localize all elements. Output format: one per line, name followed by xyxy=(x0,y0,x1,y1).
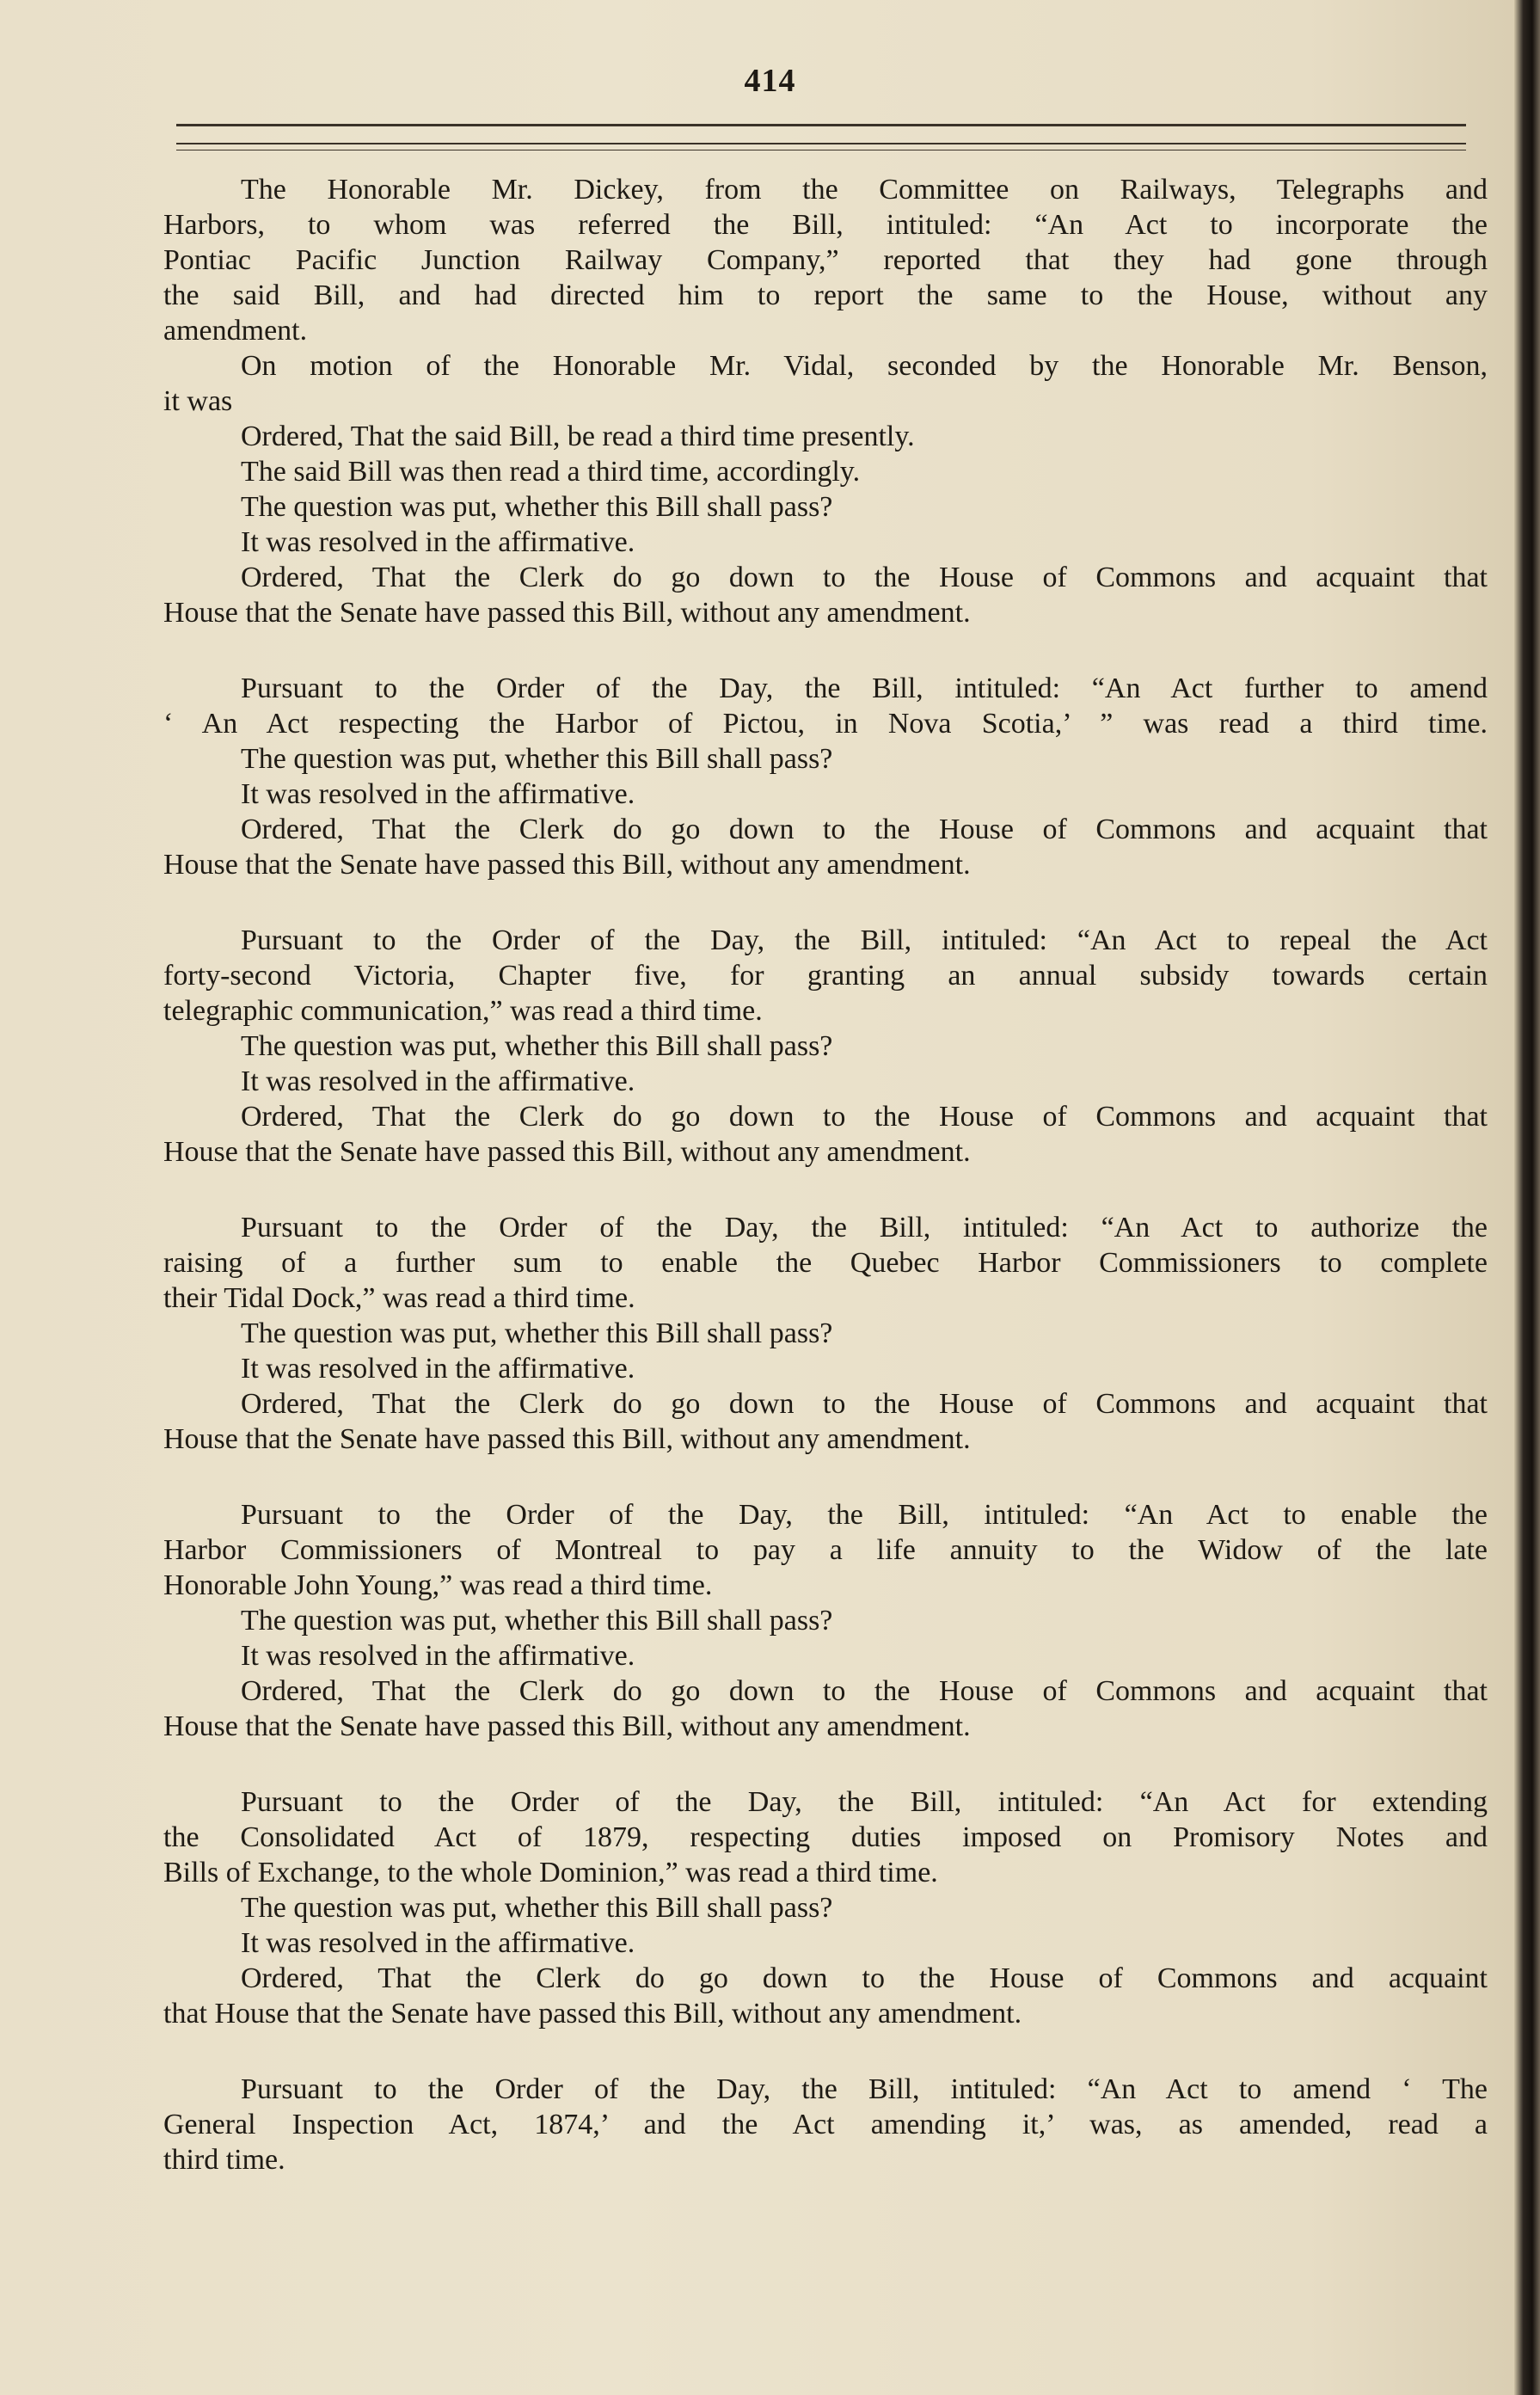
text-line: The question was put, whether this Bill shall pass? xyxy=(241,743,833,775)
text-line: telegraphic communication,” was read a third time. xyxy=(163,995,763,1027)
text-line: Pursuant to the Order of the Day, the Bill, intituled: “An Act to repeal the Act xyxy=(241,924,1488,956)
entry-paragraph xyxy=(163,1210,1488,1457)
entry-paragraph xyxy=(163,1784,1488,2031)
text-line: Pursuant to the Order of the Day, the Bill, intituled: “An Act for extending xyxy=(241,1786,1488,1818)
text-line: It was resolved in the affirmative. xyxy=(241,1065,635,1097)
text-line: Ordered, That the Clerk do go down to the House of Commons and acquaint that xyxy=(241,814,1488,845)
text-line: House that the Senate have passed this Bill, without any amendment. xyxy=(163,1710,971,1742)
text-line: Ordered, That the said Bill, be read a third time presently. xyxy=(241,421,915,452)
text-line: the Consolidated Act of 1879, respecting duties imposed on Promisory Notes and xyxy=(163,1821,1488,1853)
text-line: House that the Senate have passed this Bill, without any amendment. xyxy=(163,1136,971,1168)
text-line: The said Bill was then read a third time, accordingly. xyxy=(241,456,861,488)
text-line: House that the Senate have passed this Bill, without any amendment. xyxy=(163,849,971,881)
text-line: General Inspection Act, 1874,’ and the Act amending it,’ was, as amended, read a xyxy=(163,2109,1488,2140)
text-line: that House that the Senate have passed this Bill, without any amendment. xyxy=(163,1998,1022,2030)
header-rule xyxy=(176,143,1466,144)
text-line: Pursuant to the Order of the Day, the Bill, intituled: “An Act further to amend xyxy=(241,672,1488,704)
text-line: the said Bill, and had directed him to report the same to the House, without any xyxy=(163,279,1488,311)
text-line: The question was put, whether this Bill shall pass? xyxy=(241,1317,833,1349)
text-line: ‘ An Act respecting the Harbor of Pictou, in Nova Scotia,’ ” was read a third time. xyxy=(163,708,1488,740)
text-line: Pursuant to the Order of the Day, the Bill, intituled: “An Act to authorize the xyxy=(241,1212,1488,1244)
text-line: it was xyxy=(163,385,233,417)
text-line: Harbors, to whom was referred the Bill, intituled: “An Act to incorporate the xyxy=(163,209,1488,241)
text-line: raising of a further sum to enable the Quebec Harbor Commissioners to complete xyxy=(163,1247,1488,1279)
text-line: It was resolved in the affirmative. xyxy=(241,778,635,810)
text-line: It was resolved in the affirmative. xyxy=(241,1927,635,1959)
page-number: 414 xyxy=(744,63,796,99)
text-line: Ordered, That the Clerk do go down to the House of Commons and acquaint that xyxy=(241,1675,1488,1707)
text-line: House that the Senate have passed this Bill, without any amendment. xyxy=(163,1423,971,1455)
text-line: Bills of Exchange, to the whole Dominion,” was read a third time. xyxy=(163,1857,938,1888)
entry-paragraph xyxy=(163,1497,1488,1744)
text-line: forty-second Victoria, Chapter five, for granting an annual subsidy towards certain xyxy=(163,960,1488,992)
text-line: The question was put, whether this Bill shall pass? xyxy=(241,1605,833,1637)
text-line: Ordered, That the Clerk do go down to the House of Commons and acquaint that xyxy=(241,1101,1488,1133)
text-line: Pontiac Pacific Junction Railway Company,” reported that they had gone through xyxy=(163,244,1488,276)
text-line: The Honorable Mr. Dickey, from the Committee on Railways, Telegraphs and xyxy=(241,174,1488,206)
text-line: The question was put, whether this Bill shall pass? xyxy=(241,1030,833,1062)
text-line: amendment. xyxy=(163,315,308,347)
text-line: It was resolved in the affirmative. xyxy=(241,1640,635,1672)
text-line: It was resolved in the affirmative. xyxy=(241,1353,635,1385)
entry-paragraph xyxy=(163,2072,1488,2177)
text-line: third time. xyxy=(163,2144,285,2176)
text-line: Ordered, That the Clerk do go down to the House of Commons and acquaint that xyxy=(241,562,1488,593)
text-line: Pursuant to the Order of the Day, the Bill, intituled: “An Act to enable the xyxy=(241,1499,1488,1531)
entry-paragraph xyxy=(163,671,1488,882)
page-body xyxy=(163,172,1488,2218)
text-line: Pursuant to the Order of the Day, the Bill, intituled: “An Act to amend ‘ The xyxy=(241,2073,1488,2105)
entry-paragraph xyxy=(163,172,1488,630)
text-line: their Tidal Dock,” was read a third time. xyxy=(163,1282,635,1314)
text-line: Honorable John Young,” was read a third time. xyxy=(163,1569,713,1601)
text-line: Harbor Commissioners of Montreal to pay a life annuity to the Widow of the late xyxy=(163,1534,1488,1566)
text-line: House that the Senate have passed this Bill, without any amendment. xyxy=(163,597,971,629)
entry-paragraph xyxy=(163,923,1488,1170)
book-binding-edge xyxy=(1514,0,1540,2395)
text-line: The question was put, whether this Bill shall pass? xyxy=(241,491,833,523)
text-line: Ordered, That the Clerk do go down to the House of Commons and acquaint xyxy=(241,1962,1488,1994)
text-line: On motion of the Honorable Mr. Vidal, seconded by the Honorable Mr. Benson, xyxy=(241,350,1488,382)
text-line: Ordered, That the Clerk do go down to the House of Commons and acquaint that xyxy=(241,1388,1488,1420)
header-rule xyxy=(176,124,1466,126)
text-line: It was resolved in the affirmative. xyxy=(241,526,635,558)
text-line: The question was put, whether this Bill shall pass? xyxy=(241,1892,833,1924)
